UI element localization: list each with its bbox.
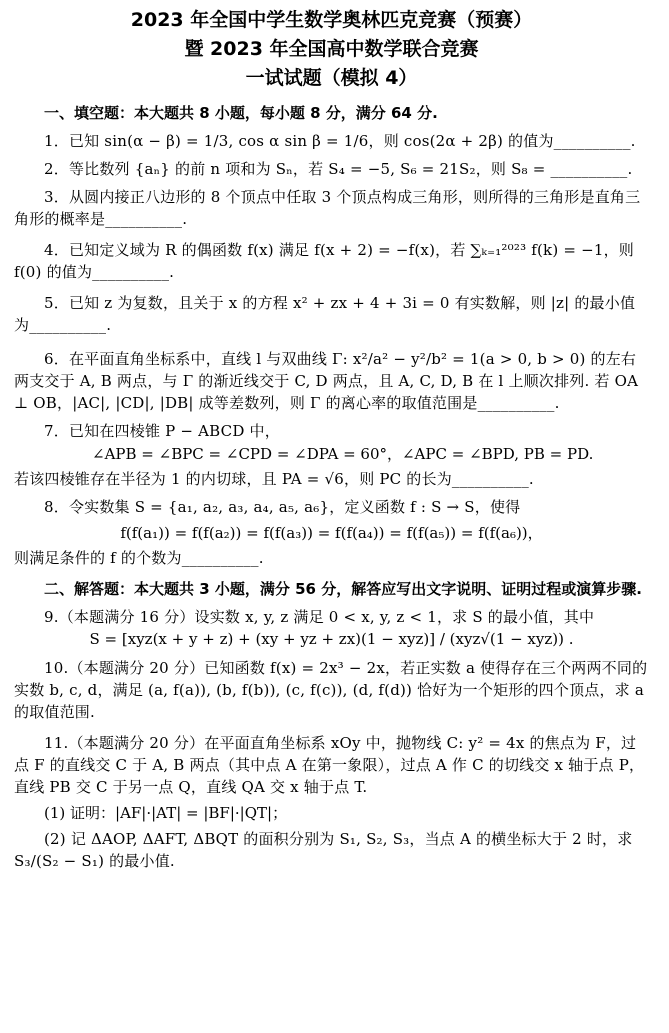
question-9-formula: S = [xyz(x + y + z) + (xy + yz + zx)(1 − xyz)] / (xyz√(1 − xyz)) . [89, 630, 574, 648]
question-11-part-2: (2) 记 ΔAOP, ΔAFT, ΔBQT 的面积分别为 S₁, S₂, S₃，当点 A 的横坐标大于 2 时，求 S₃/(S₂ − S₁) 的最小值. [14, 830, 633, 870]
question-7-ask: 若该四棱锥存在半径为 1 的内切球，且 PA = √6，则 PC 的长为__________. [14, 470, 534, 488]
question-1: 1．已知 sin(α − β) = 1/3, cos α sin β = 1/6，则 cos(2α + 2β) 的值为__________. [44, 132, 636, 150]
question-3: 3．从圆内接正八边形的 8 个顶点中任取 3 个顶点构成三角形，则所得的三角形是直角三角形的概率是__________. [14, 188, 641, 228]
question-7-intro: 7．已知在四棱锥 P − ABCD 中， [44, 422, 280, 440]
section-solution-heading: 二、解答题：本大题共 3 小题，满分 56 分，解答应写出文字说明、证明过程或演算步骤. [44, 580, 642, 598]
question-8-ask: 则满足条件的 f 的个数为__________. [14, 549, 264, 567]
exam-title-line1: 2023 年全国中学生数学奥林匹克竞赛（预赛） [130, 9, 533, 31]
question-6: 6．在平面直角坐标系中，直线 l 与双曲线 Γ: x²/a² − y²/b² = 1(a > 0, b > 0) 的左右两支交于 A, B 两点，与 Γ 的渐近线交于 C, D 两点，且 A, C, D, B 在 l 上顺次排列. 若 OA ⊥ OB，|AC|, |CD|, |DB| 成等差数列，则 Γ 的离心率的取值范围是__________. [14, 350, 639, 412]
exam-title-line2: 暨 2023 年全国高中数学联合竞赛 [184, 38, 479, 60]
question-10: 10.（本题满分 20 分）已知函数 f(x) = 2x³ − 2x，若正实数 a 使得存在三个两两不同的实数 b, c, d，满足 (a, f(a)), (b, f(b)), (c, f(c)), (d, f(d)) 恰好为一个矩形的四个顶点，求 a 的取值范围. [14, 659, 648, 721]
question-8-equation: f(f(a₁)) = f(f(a₂)) = f(f(a₃)) = f(f(a₄)) = f(f(a₅)) = f(f(a₆))， [120, 524, 543, 542]
question-4: 4．已知定义域为 R 的偶函数 f(x) 满足 f(x + 2) = −f(x)，若 ∑ₖ₌₁²⁰²³ f(k) = −1，则 f(0) 的值为__________. [14, 241, 635, 281]
exam-title-line3: 一试试题（模拟 4） [245, 67, 418, 89]
question-8-intro: 8．令实数集 S = {a₁, a₂, a₃, a₄, a₅, a₆}，定义函数 f : S → S，使得 [44, 498, 521, 516]
question-2: 2．等比数列 {aₙ} 的前 n 项和为 Sₙ，若 S₄ = −5, S₆ = 21S₂，则 S₈ = __________. [44, 160, 633, 178]
question-11-part-1: (1) 证明：|AF|·|AT| = |BF|·|QT|； [44, 804, 288, 822]
question-9: 9.（本题满分 16 分）设实数 x, y, z 满足 0 < x, y, z < 1，求 S 的最小值，其中 [44, 608, 595, 626]
question-5: 5．已知 z 为复数，且关于 x 的方程 x² + zx + 4 + 3i = 0 有实数解，则 |z| 的最小值为__________. [14, 294, 636, 334]
question-7-conditions: ∠APB = ∠BPC = ∠CPD = ∠DPA = 60°，∠APC = ∠BPD, PB = PD. [92, 445, 594, 463]
question-11: 11.（本题满分 20 分）在平面直角坐标系 xOy 中，抛物线 C: y² = 4x 的焦点为 F，过点 F 的直线交 C 于 A, B 两点（其中点 A 在第一象限），过点 A 作 C 的切线交 x 轴于点 P，直线 PB 交 C 于另一点 Q，直线 QA 交 x 轴于点 T. [14, 734, 645, 796]
section-fill-in-heading: 一、填空题：本大题共 8 小题，每小题 8 分，满分 64 分. [44, 104, 438, 122]
